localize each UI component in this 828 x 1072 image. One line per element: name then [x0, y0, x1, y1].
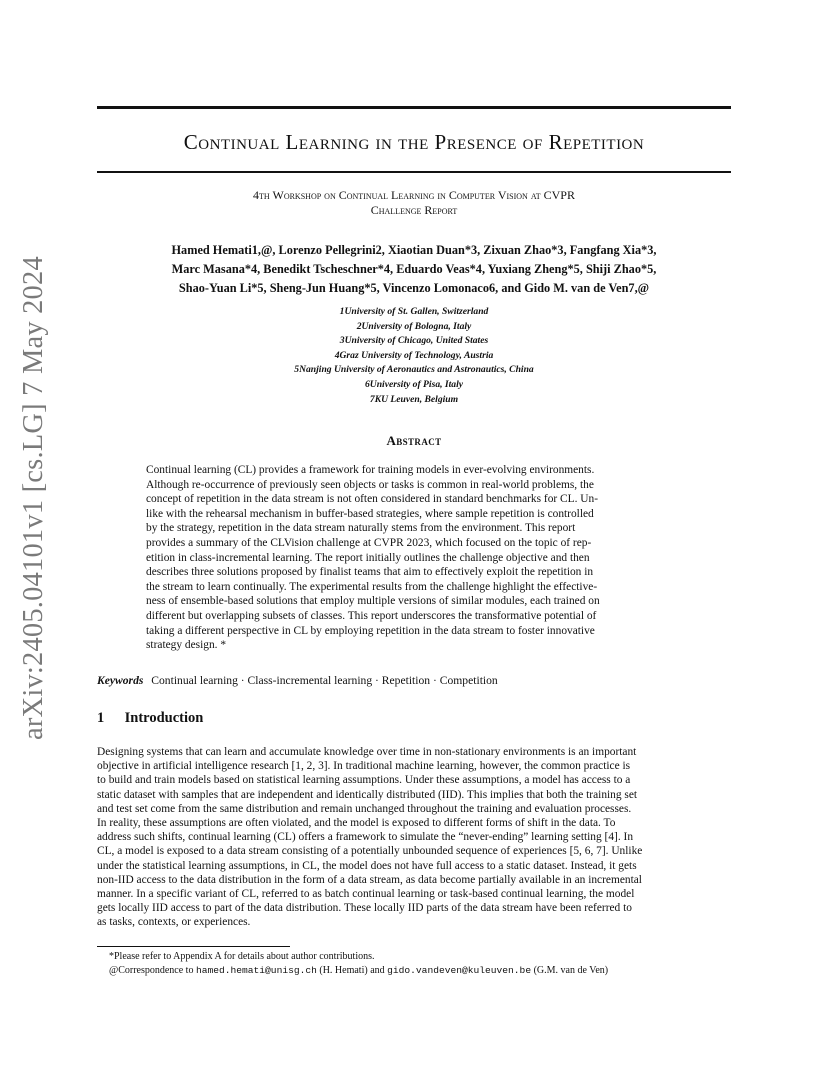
- abstract-line: provides a summary of the CLVision challenge at CVPR 2023, which focused on the topic of rep-: [146, 536, 592, 549]
- keywords-line: [97, 674, 498, 687]
- subtitle-line: Challenge Report: [370, 203, 458, 217]
- intro-line: under the statistical learning assumptions, in CL, the model does not have full access to a static dataset. Instead, it gets: [97, 859, 637, 872]
- paper-subtitle: [97, 188, 731, 218]
- abstract-line: ness of ensemble-based solutions that employ multiple versions of similar modules, each trained on: [146, 595, 600, 608]
- author-line: Marc Masana*4, Benedikt Tscheschner*4, Eduardo Veas*4, Yuxiang Zheng*5, Shiji Zhao*5,: [171, 262, 657, 276]
- affiliation: 3University of Chicago, United States: [339, 335, 489, 347]
- subtitle-line: 4th Workshop on Continual Learning in Computer Vision at CVPR: [253, 188, 575, 202]
- abstract-line: by the strategy, repetition in the data stream naturally stems from the environment. This report: [146, 522, 576, 535]
- affiliation: 2University of Bologna, Italy: [356, 320, 472, 332]
- abstract-line: strategy design. *: [146, 639, 227, 652]
- intro-line: to build and train models based on statistical learning assumptions. Under these assumptions, a model has access to a: [97, 774, 631, 787]
- author-list: [97, 241, 731, 298]
- abstract-line: taking a different perspective in CL by employing repetition in the data stream to foster innovative: [146, 624, 595, 637]
- abstract-line: the stream to learn continually. The experimental results from the challenge highlight the effective-: [146, 580, 598, 593]
- intro-line: and test set come from the same distribution and remain unchanged throughout the training and evaluation processes.: [97, 802, 632, 815]
- author-line: Hamed Hemati1,@, Lorenzo Pellegrini2, Xiaotian Duan*3, Zixuan Zhao*3, Fangfang Xia*3,: [171, 243, 657, 257]
- intro-line: CL, a model is exposed to a data stream consisting of a potentially unbounded sequence of experiences [5, 6, 7]. Unlike: [97, 845, 643, 858]
- footnote-correspondence-prefix: @Correspondence to: [109, 965, 194, 976]
- title-rule-bottom: [97, 171, 731, 173]
- intro-line: as tasks, contexts, or experiences.: [97, 916, 251, 929]
- affiliation: 7KU Leuven, Belgium: [369, 393, 459, 405]
- title-rule-top: [97, 106, 731, 109]
- email-link-vandeven[interactable]: gido.vandeven@kuleuven.be: [387, 965, 532, 976]
- abstract-line: concept of repetition in the data stream is not often considered in standard benchmarks for CL. Un-: [146, 493, 599, 506]
- footnote-contributions: *Please refer to Appendix A for details about author contributions.: [109, 951, 375, 962]
- footnote-rule: [97, 946, 290, 947]
- affiliation-list: [97, 305, 731, 407]
- intro-line: In reality, these assumptions are often violated, and the model is exposed to different forms of shift in the data. To: [97, 817, 616, 830]
- abstract-line: different but overlapping subsets of classes. This report underscores the transformative potential of: [146, 609, 597, 622]
- intro-line: address such shifts, continual learning (CL) offers a framework to simulate the “never-ending” learning setting [4]. In: [97, 831, 634, 844]
- abstract-body: [146, 463, 683, 653]
- abstract-line: Although re-occurrence of previously seen objects or tasks is common in real-world problems, the: [146, 478, 594, 491]
- footnote-correspondence-suffix: (G.M. van de Ven): [533, 965, 609, 976]
- section-title: Introduction: [124, 710, 204, 726]
- section-number: 1: [97, 710, 105, 726]
- keywords-text: Continual learning · Class-incremental learning · Repetition · Competition: [151, 674, 498, 687]
- footnote-correspondence: [109, 964, 608, 978]
- section-heading-introduction: [97, 710, 203, 727]
- footnote-correspondence-mid: (H. Hemati) and: [319, 965, 385, 976]
- arxiv-identifier-stamp: arXiv:2405.04101v1 [cs.LG] 7 May 2024: [18, 256, 49, 740]
- affiliation: 5Nanjing University of Aeronautics and Astronautics, China: [294, 364, 534, 376]
- affiliation: 1University of St. Gallen, Switzerland: [339, 306, 489, 317]
- intro-line: objective in artificial intelligence research [1, 2, 3]. In traditional machine learning, however, the common practice is: [97, 760, 631, 773]
- abstract-line: Continual learning (CL) provides a framework for training models in ever-evolving environments.: [146, 464, 595, 476]
- affiliation: 6University of Pisa, Italy: [364, 378, 464, 390]
- abstract-heading: Abstract: [386, 433, 442, 448]
- intro-line: static dataset with samples that are independent and identically distributed (IID). This implies that both the training set: [97, 788, 638, 801]
- email-link-hemati[interactable]: hamed.hemati@unisg.ch: [195, 965, 317, 976]
- affiliation: 4Graz University of Technology, Austria: [334, 349, 494, 361]
- abstract-line: describes three solutions proposed by finalist teams that aim to effectively exploit the repetition in: [146, 566, 594, 579]
- paper-title: Continual Learning in the Presence of Repetition: [183, 130, 645, 154]
- intro-line: Designing systems that can learn and accumulate knowledge over time in non-stationary environments is an important: [97, 746, 637, 758]
- intro-line: non-IID access to the data distribution in the form of a data stream, as data become partially available in an incremental: [97, 873, 642, 886]
- abstract-line: like with the rehearsal mechanism in buffer-based strategies, where sample repetition is controlled: [146, 507, 594, 520]
- footnotes: [109, 950, 608, 978]
- keywords-label: Keywords: [97, 674, 144, 687]
- abstract-line: etition in class-incremental learning. The report initially outlines the challenge objective and then: [146, 551, 590, 564]
- author-line: Shao-Yuan Li*5, Sheng-Jun Huang*5, Vincenzo Lomonaco6, and Gido M. van de Ven7,@: [178, 281, 650, 295]
- intro-line: gets locally IID access to part of the data distribution. These locally IID parts of the data stream have been referred to: [97, 902, 632, 915]
- intro-line: manner. In a specific variant of CL, referred to as batch continual learning or task-based continual learning, the model: [97, 888, 635, 901]
- introduction-body: [97, 745, 731, 930]
